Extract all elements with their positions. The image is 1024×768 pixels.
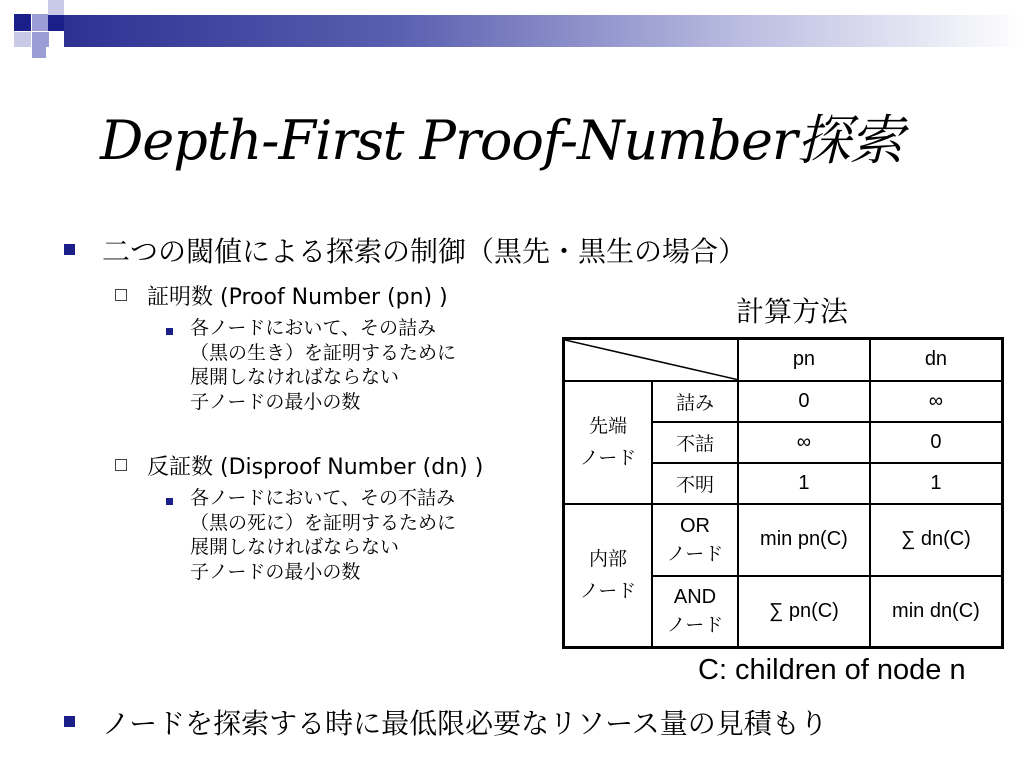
table-note: C: children of node n <box>698 654 966 686</box>
row-label-line-2: ノード <box>666 614 724 637</box>
row-label-line-1: OR <box>680 514 710 537</box>
cell-pn: ∞ <box>738 422 870 463</box>
group-leaf-node <box>564 381 653 504</box>
dn-line-1: 各ノードにおいて、その不詰み <box>190 487 456 509</box>
header-pn: pn <box>738 339 870 381</box>
bullet-square-icon <box>64 244 75 255</box>
dn-line-2: （黒の死に）を証明するために <box>190 511 457 534</box>
diagonal-line <box>565 340 737 380</box>
dn-line-4: 子ノードの最小の数 <box>190 560 361 583</box>
cell-dn: min dn(C) <box>870 576 1003 648</box>
bullet-square-icon <box>64 716 75 727</box>
cell-pn: ∑ pn(C) <box>738 576 870 648</box>
cell-dn: 0 <box>870 422 1003 463</box>
cell-dn: ∑ dn(C) <box>870 504 1003 576</box>
pn-line-1: 各ノードにおいて、その詰み <box>190 317 437 339</box>
dn-description <box>190 486 456 584</box>
cell-pn: min pn(C) <box>738 504 870 576</box>
row-label-line-2: ノード <box>666 542 724 565</box>
small-bullet-icon <box>166 498 173 505</box>
group-interior-node <box>564 504 653 648</box>
row-label-or <box>652 504 738 576</box>
row-label: 詰み <box>652 381 738 422</box>
header-gradient-bar <box>64 15 1024 47</box>
row-label-and <box>652 576 738 648</box>
slide-title: Depth-First Proof-Number探索 <box>100 109 903 172</box>
diagonal-header-cell <box>564 339 739 381</box>
pn-line-4: 子ノードの最小の数 <box>190 390 361 413</box>
sub-bullet-dn: 反証数 (Disproof Number (dn) ) <box>147 455 484 480</box>
cell-dn: 1 <box>870 463 1003 504</box>
group-leaf-line-2: ノード <box>579 447 637 469</box>
group-interior-line-1: 内部 <box>588 548 627 571</box>
group-leaf-line-1: 先端 <box>588 415 627 437</box>
dn-line-3: 展開しなければならない <box>190 536 400 558</box>
table-caption: 計算方法 <box>736 295 849 328</box>
bullet-2: ノードを探索する時に最低限必要なリソース量の見積もり <box>102 707 828 740</box>
cell-dn: ∞ <box>870 381 1003 422</box>
small-bullet-icon <box>166 328 173 335</box>
hollow-square-icon <box>115 289 127 301</box>
sub-bullet-pn: 証明数 (Proof Number (pn) ) <box>147 285 448 310</box>
hollow-square-icon <box>115 459 127 471</box>
row-label-line-1: AND <box>673 586 717 609</box>
pn-line-3: 展開しなければならない <box>190 366 400 388</box>
cell-pn: 1 <box>738 463 870 504</box>
row-label: 不明 <box>652 463 738 504</box>
calc-table <box>562 337 1004 649</box>
cell-pn: 0 <box>738 381 870 422</box>
pn-description <box>190 316 456 414</box>
header-dn: dn <box>870 339 1003 381</box>
bullet-1: 二つの閾値による探索の制御（黒先・黒生の場合） <box>102 235 747 268</box>
pn-line-2: （黒の生き）を証明するために <box>190 341 457 364</box>
group-interior-line-2: ノード <box>579 580 637 603</box>
row-label: 不詰 <box>652 422 738 463</box>
